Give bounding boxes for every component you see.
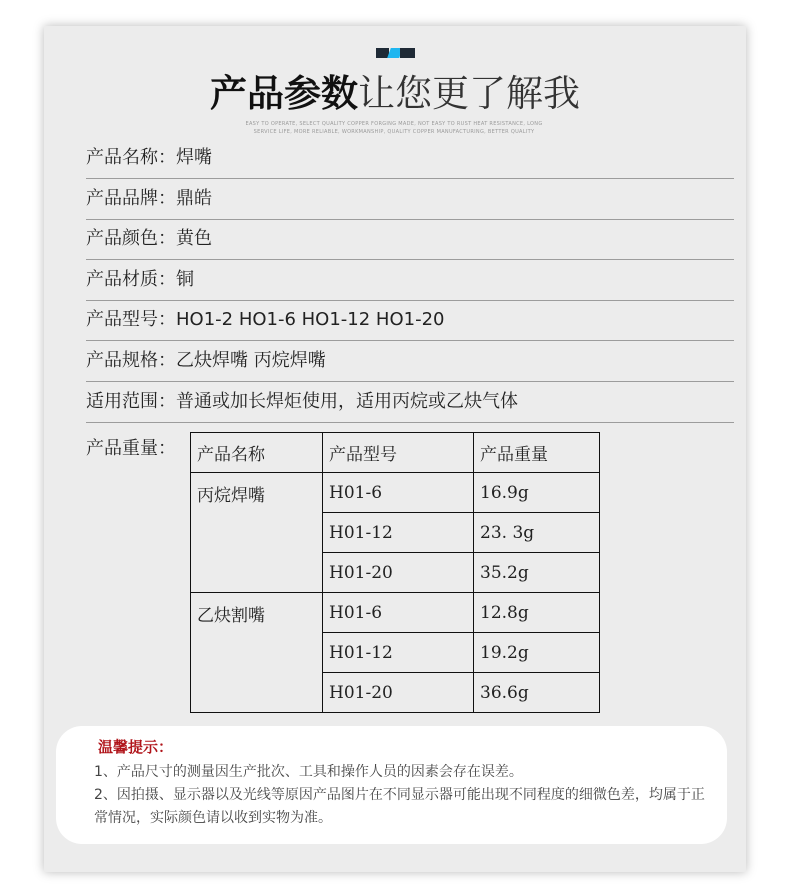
weight-cell: 19.2g xyxy=(474,633,600,673)
table-header: 产品重量 xyxy=(474,433,600,473)
weight-label: 产品重量： xyxy=(86,438,176,459)
param-value: 乙炔焊嘴 丙烷焊嘴 xyxy=(176,350,326,371)
param-value: 焊嘴 xyxy=(176,147,212,168)
param-row-name xyxy=(86,138,734,179)
param-label: 产品型号： xyxy=(86,309,176,330)
page-title xyxy=(44,70,746,118)
product-name-cell: 丙烷焊嘴 xyxy=(191,473,323,593)
model-cell: H01-20 xyxy=(323,673,474,713)
param-value: HO1-2 HO1-6 HO1-12 HO1-20 xyxy=(176,309,445,330)
title-decoration-bar xyxy=(376,48,415,58)
notice-box xyxy=(56,726,727,844)
table-header-row xyxy=(191,433,600,473)
weight-cell: 23. 3g xyxy=(474,513,600,553)
param-label: 产品材质： xyxy=(86,269,176,290)
param-value: 铜 xyxy=(176,269,194,290)
notice-title: 温馨提示： xyxy=(98,738,174,756)
param-row-material xyxy=(86,260,734,301)
weight-cell: 16.9g xyxy=(474,473,600,513)
param-label: 产品名称： xyxy=(86,147,176,168)
param-row-scope xyxy=(86,382,734,423)
param-value: 鼎皓 xyxy=(176,188,212,209)
param-row-spec xyxy=(86,341,734,382)
table-row xyxy=(191,593,600,633)
weight-cell: 35.2g xyxy=(474,553,600,593)
model-cell: H01-12 xyxy=(323,513,474,553)
title-light: 让您更了解我 xyxy=(358,72,580,115)
param-label: 产品规格： xyxy=(86,350,176,371)
param-value: 普通或加长焊炬使用，适用丙烷或乙炔气体 xyxy=(176,391,518,412)
product-name-cell: 乙炔割嘴 xyxy=(191,593,323,713)
weight-table xyxy=(190,432,600,713)
param-label: 适用范围： xyxy=(86,391,176,412)
product-params-card xyxy=(44,26,746,872)
notice-line: 1、产品尺寸的测量因生产批次、工具和操作人员的因素会存在误差。 xyxy=(94,764,523,780)
model-cell: H01-20 xyxy=(323,553,474,593)
param-label: 产品颜色： xyxy=(86,228,176,249)
notice-line: 2、因拍摄、显示器以及光线等原因产品图片在不同显示器可能出现不同程度的细微色差，均属于正常情况，实际颜色请以收到实物为准。 xyxy=(94,787,705,826)
param-row-model xyxy=(86,300,734,341)
weight-cell: 12.8g xyxy=(474,593,600,633)
param-label: 产品品牌： xyxy=(86,188,176,209)
param-value: 黄色 xyxy=(176,228,212,249)
model-cell: H01-6 xyxy=(323,473,474,513)
param-row-brand xyxy=(86,179,734,220)
weight-cell: 36.6g xyxy=(474,673,600,713)
model-cell: H01-12 xyxy=(323,633,474,673)
title-bold: 产品参数 xyxy=(210,72,358,115)
table-header: 产品型号 xyxy=(323,433,474,473)
param-row-color xyxy=(86,219,734,260)
model-cell: H01-6 xyxy=(323,593,474,633)
table-header: 产品名称 xyxy=(191,433,323,473)
page-subtitle: EASY TO OPERATE, SELECT QUALITY COPPER FORGING MADE, NOT EASY TO RUST HEAT RESISTANCE, LONG SERVICE LIFE, MORE RELIABLE, WORKMANSHIP, QUALITY COPPER MANUFACTURING, BETTER QUALITY xyxy=(245,121,543,135)
table-row xyxy=(191,473,600,513)
